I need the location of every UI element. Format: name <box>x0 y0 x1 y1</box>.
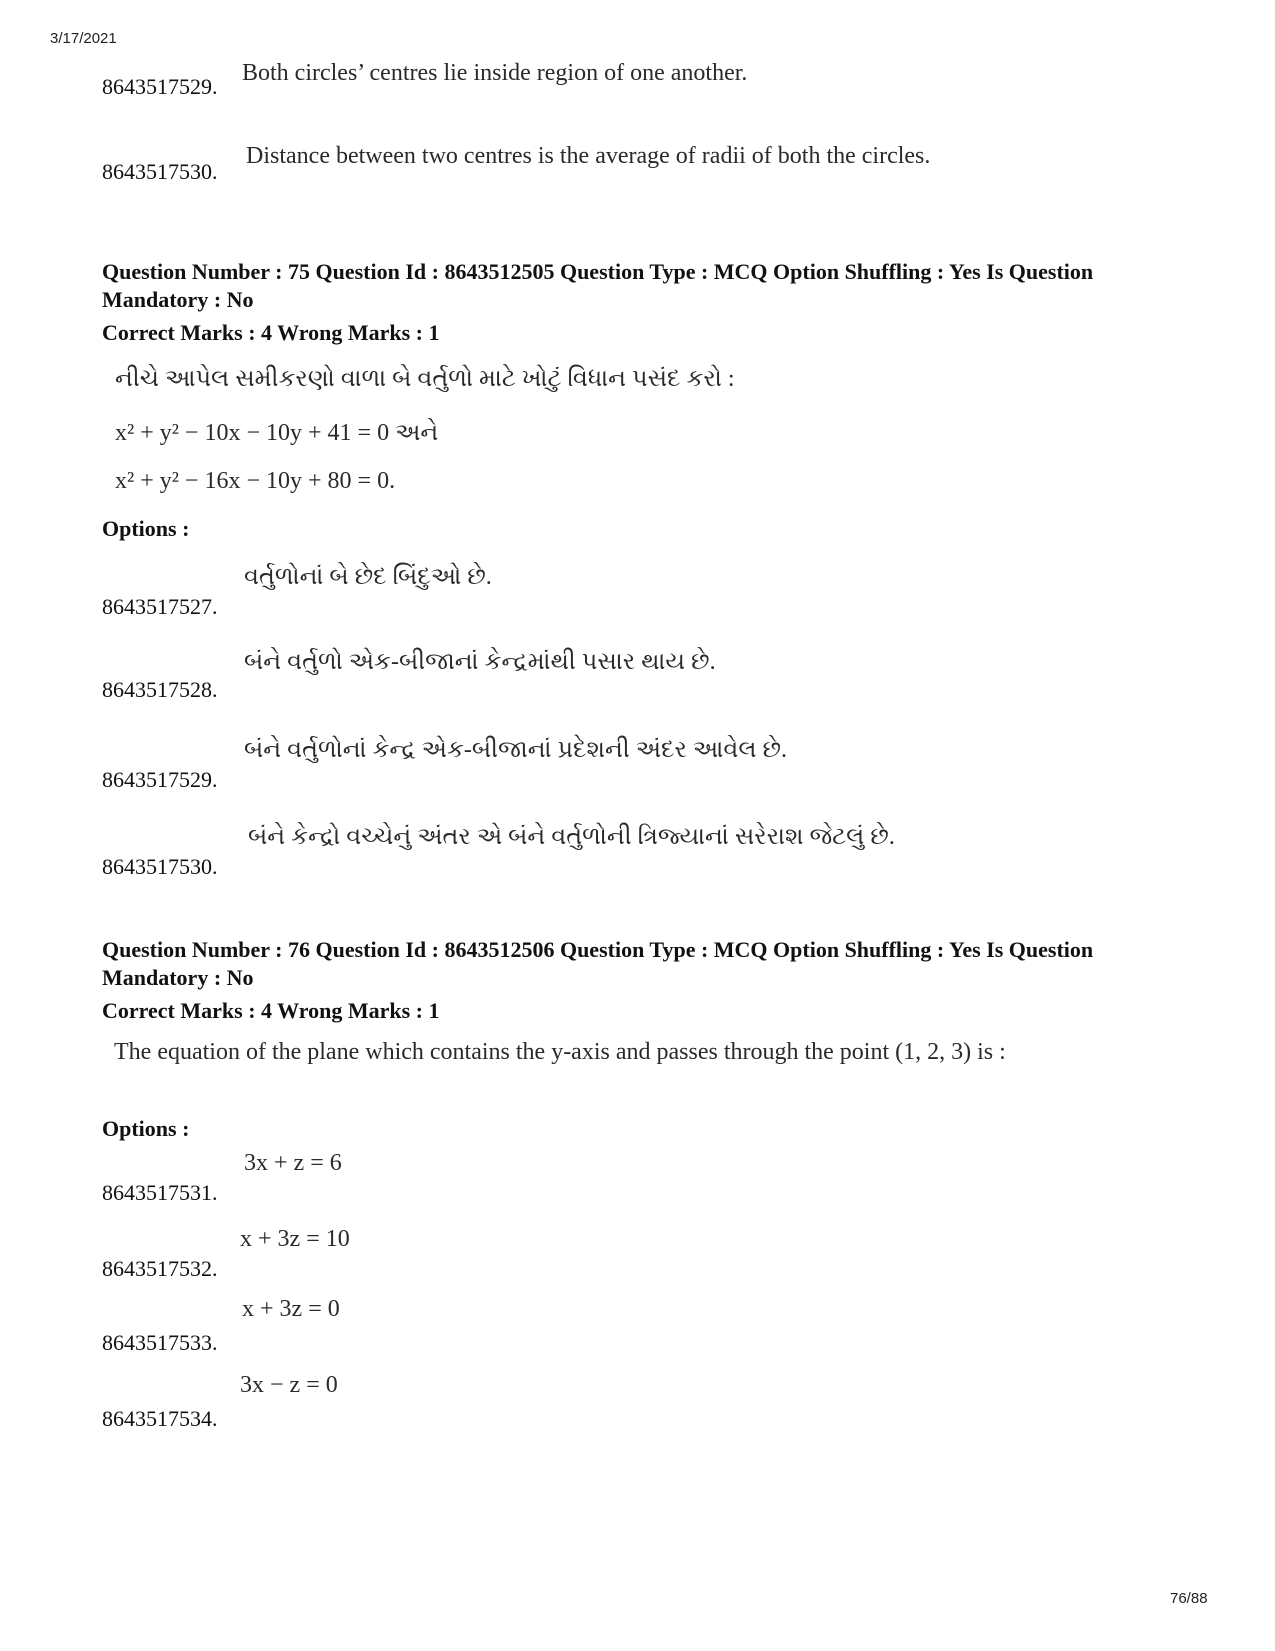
option-id: 8643517529. <box>102 74 218 99</box>
option-text: Both circles’ centres lie inside region of one another. <box>242 60 748 86</box>
option-row <box>102 1372 1222 1432</box>
option-row <box>102 820 1222 880</box>
option-id: 8643517529. <box>102 767 218 792</box>
option-row <box>102 560 1222 620</box>
option-text: x + 3z = 0 <box>242 1296 340 1322</box>
page-number: 76/88 <box>1170 1590 1208 1607</box>
option-row <box>102 1146 1222 1206</box>
option-id: 8643517527. <box>102 594 218 619</box>
option-text: 3x + z = 6 <box>244 1150 342 1176</box>
question-76-header: Question Number : 76 Question Id : 8643512506 Question Type : MCQ Option Shuffling : Yes Is Question Mandatory : No <box>102 937 1094 990</box>
option-row <box>102 733 1222 793</box>
option-text: બંને વર્તુળોનાં કેન્દ્ર એક-બીજાનાં પ્રદેશની અંદર આવેલ છે. <box>244 737 788 763</box>
question-75-header: Question Number : 75 Question Id : 8643512505 Question Type : MCQ Option Shuffling : Yes Is Question Mandatory : No <box>102 259 1094 312</box>
question-75-marks: Correct Marks : 4 Wrong Marks : 1 <box>102 320 440 345</box>
question-76-marks: Correct Marks : 4 Wrong Marks : 1 <box>102 998 440 1023</box>
option-text: બંને કેન્દ્રો વચ્ચેનું અંતર એ બંને વર્તુળોની ત્રિજ્યાનાં સરેરાશ જેટલું છે. <box>248 824 895 850</box>
option-text: વર્તુળોનાં બે છેદ બિંદુઓ છે. <box>244 564 492 590</box>
option-row <box>102 125 1222 185</box>
question-75-stem: નીચે આપેલ સમીકરણો વાળા બે વર્તુળો માટે ખોટું વિધાન પસંદ કરો : <box>115 366 735 392</box>
option-id: 8643517533. <box>102 1330 218 1355</box>
option-row <box>102 40 1222 100</box>
option-row <box>102 643 1222 703</box>
option-row <box>102 1222 1222 1282</box>
option-text: x + 3z = 10 <box>240 1226 350 1252</box>
option-id: 8643517530. <box>102 854 218 879</box>
option-id: 8643517530. <box>102 159 218 184</box>
question-75-options-label: Options : <box>102 516 190 541</box>
option-row <box>102 1296 1222 1356</box>
option-id: 8643517528. <box>102 677 218 702</box>
question-76-stem: The equation of the plane which contains the y-axis and passes through the point (1, 2, 3) is : <box>114 1039 1006 1065</box>
question-75-equation-2: x² + y² − 16x − 10y + 80 = 0. <box>115 468 396 494</box>
option-text: Distance between two centres is the average of radii of both the circles. <box>246 143 931 169</box>
option-id: 8643517531. <box>102 1180 218 1205</box>
print-date: 3/17/2021 <box>50 30 117 47</box>
option-text: બંને વર્તુળો એક-બીજાનાં કેન્દ્રમાંથી પસાર થાય છે. <box>244 649 716 675</box>
option-text: 3x − z = 0 <box>240 1372 338 1398</box>
question-75-equation-1: x² + y² − 10x − 10y + 41 = 0 અને <box>115 420 439 446</box>
option-id: 8643517534. <box>102 1406 218 1431</box>
option-id: 8643517532. <box>102 1256 218 1281</box>
question-76-options-label: Options : <box>102 1116 190 1141</box>
